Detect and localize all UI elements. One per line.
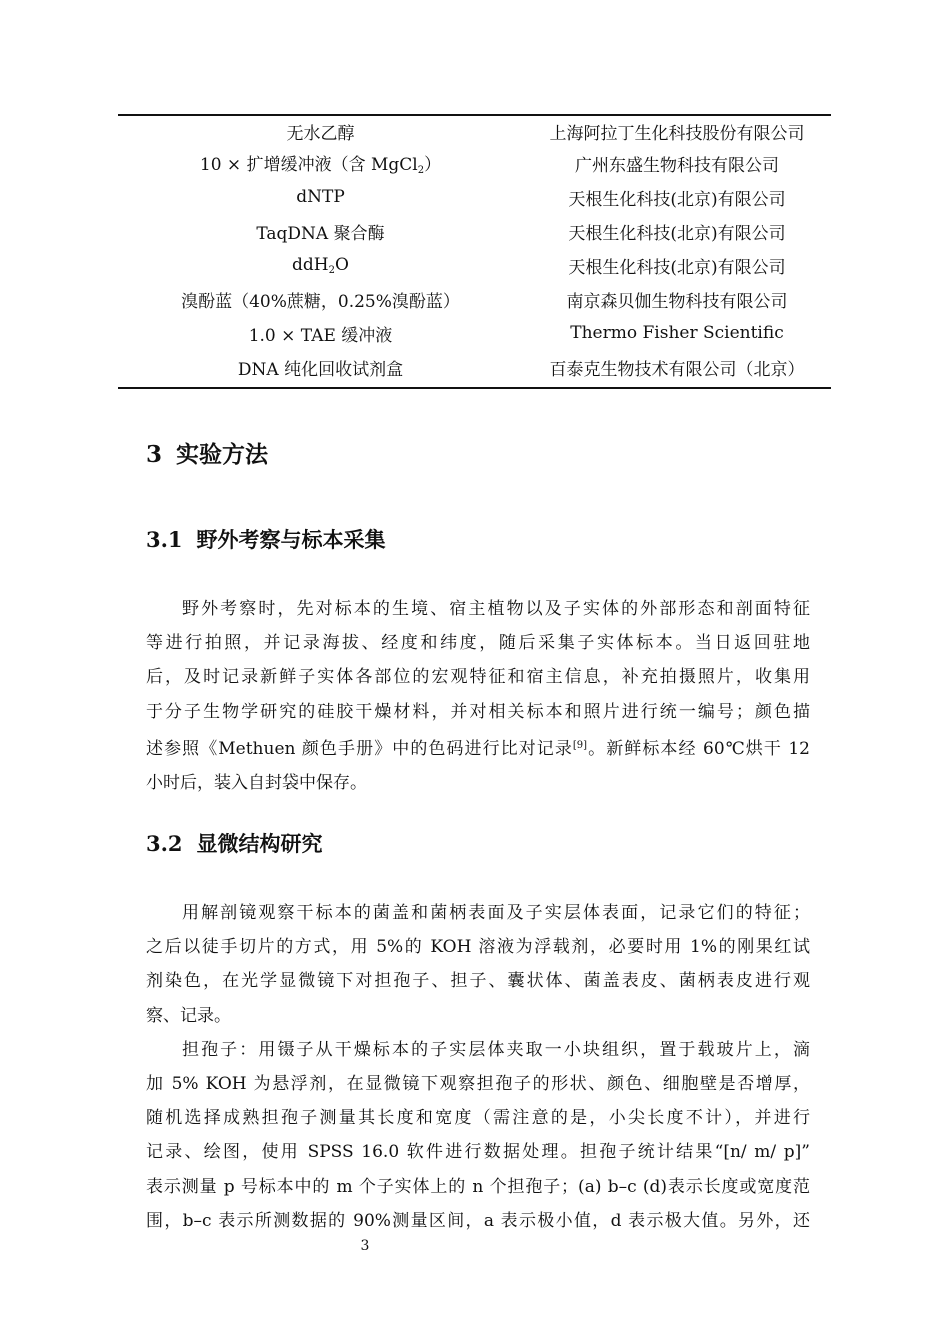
paragraph (146, 592, 810, 800)
reagent-cell: 10 × 扩增缓冲液（含 MgCl$_2$） (199, 155, 442, 176)
reagent-cell: ddH$_2$O (292, 254, 349, 276)
subsection-title: 野外考察与标本采集 (196, 527, 386, 552)
subsection-heading (146, 828, 323, 858)
supplier-cell: 上海阿拉丁生化科技股份有限公司 (549, 123, 805, 144)
table-row (118, 146, 831, 180)
section-title: 实验方法 (176, 441, 269, 468)
table-row (118, 248, 831, 282)
subsection-heading (146, 524, 386, 554)
reagent-cell: dNTP (296, 187, 345, 207)
table-row (118, 316, 831, 350)
text-line: 之后以徒手切片的方式，用 5%的 KOH 溶液为浮载剂，必要时用 1%的刚果红试 (146, 937, 810, 958)
text-line: 后，及时记录新鲜子实体各部位的宏观特征和宿主信息，补充拍摄照片，收集用 (146, 667, 810, 688)
text-line: 小时后，装入自封袋中保存。 (146, 773, 367, 794)
text-line: 野外考察时，先对标本的生境、宿主植物以及子实体的外部形态和剖面特征 (182, 599, 810, 619)
table-bottom-rule (118, 387, 831, 389)
text-line: 记录、绘图，使用 SPSS 16.0 软件进行数据处理。担孢子统计结果“[n/ m/ p]” (146, 1142, 810, 1163)
text-line: 表示测量 p 号标本中的 m 个子实体上的 n 个担孢子；(a) b–c (d)表示长度或宽度范 (146, 1176, 810, 1197)
section-heading (146, 436, 268, 469)
reagent-cell: 无水乙醇 (286, 123, 355, 144)
reagent-cell: TaqDNA 聚合酶 (256, 223, 385, 244)
reagent-cell: 溴酚蓝（40%蔗糖，0.25%溴酚蓝） (181, 291, 460, 312)
supplier-cell: 天根生化科技(北京)有限公司 (568, 223, 786, 244)
citation: [9] (572, 739, 588, 751)
table-row (118, 350, 831, 384)
table-row (118, 180, 831, 214)
text-line: 等进行拍照，并记录海拔、经度和纬度，随后采集子实体标本。当日返回驻地 (146, 633, 810, 654)
subsection-number: 3.2 (146, 831, 183, 856)
subsection-number: 3.1 (146, 527, 183, 552)
text-line: 剂染色，在光学显微镜下对担孢子、担子、囊状体、菌盖表皮、菌柄表皮进行观 (146, 971, 810, 992)
supplier-cell: 天根生化科技(北京)有限公司 (568, 257, 786, 278)
table-row (118, 116, 831, 146)
table-row (118, 214, 831, 248)
text-line: 述参照《Methuen 颜色手册》中的色码进行比对记录[9]。新鲜标本经 60℃烘干 12 (146, 738, 811, 759)
supplier-cell: 百泰克生物技术有限公司（北京） (549, 359, 805, 380)
text-line: 于分子生物学研究的硅胶干燥材料，并对相关标本和照片进行统一编号；颜色描 (146, 701, 810, 722)
reagent-cell: 1.0 × TAE 缓冲液 (248, 325, 393, 346)
supplier-cell: 南京森贝伽生物科技有限公司 (566, 291, 788, 312)
subsection-title: 显微结构研究 (196, 831, 323, 856)
text-line: 随机选择成熟担孢子测量其长度和宽度（需注意的是，小尖长度不计），并进行 (146, 1108, 810, 1129)
page-number: 3 (360, 1238, 370, 1254)
paragraph (146, 896, 810, 1238)
text-line: 察、记录。 (146, 1005, 231, 1026)
supplier-cell: 天根生化科技(北京)有限公司 (568, 189, 786, 210)
reagent-cell: DNA 纯化回收试剂盒 (237, 359, 404, 380)
section-number: 3 (146, 441, 163, 468)
text-line: 加 5% KOH 为悬浮剂，在显微镜下观察担孢子的形状、颜色、细胞壁是否增厚， (146, 1074, 810, 1095)
supplier-cell: 广州东盛生物科技有限公司 (575, 155, 779, 176)
text-line: 围，b–c 表示所测数据的 90%测量区间，a 表示极小值，d 表示极大值。另外，还 (146, 1210, 810, 1231)
supplier-cell: Thermo Fisher Scientific (570, 323, 784, 343)
text-line: 用解剖镜观察干标本的菌盖和菌柄表面及子实层体表面，记录它们的特征； (182, 903, 810, 923)
text-line: 担孢子：用镊子从干燥标本的子实层体夹取一小块组织，置于载玻片上，滴 (182, 1039, 810, 1060)
reagent-table (118, 114, 831, 389)
table-row (118, 282, 831, 316)
